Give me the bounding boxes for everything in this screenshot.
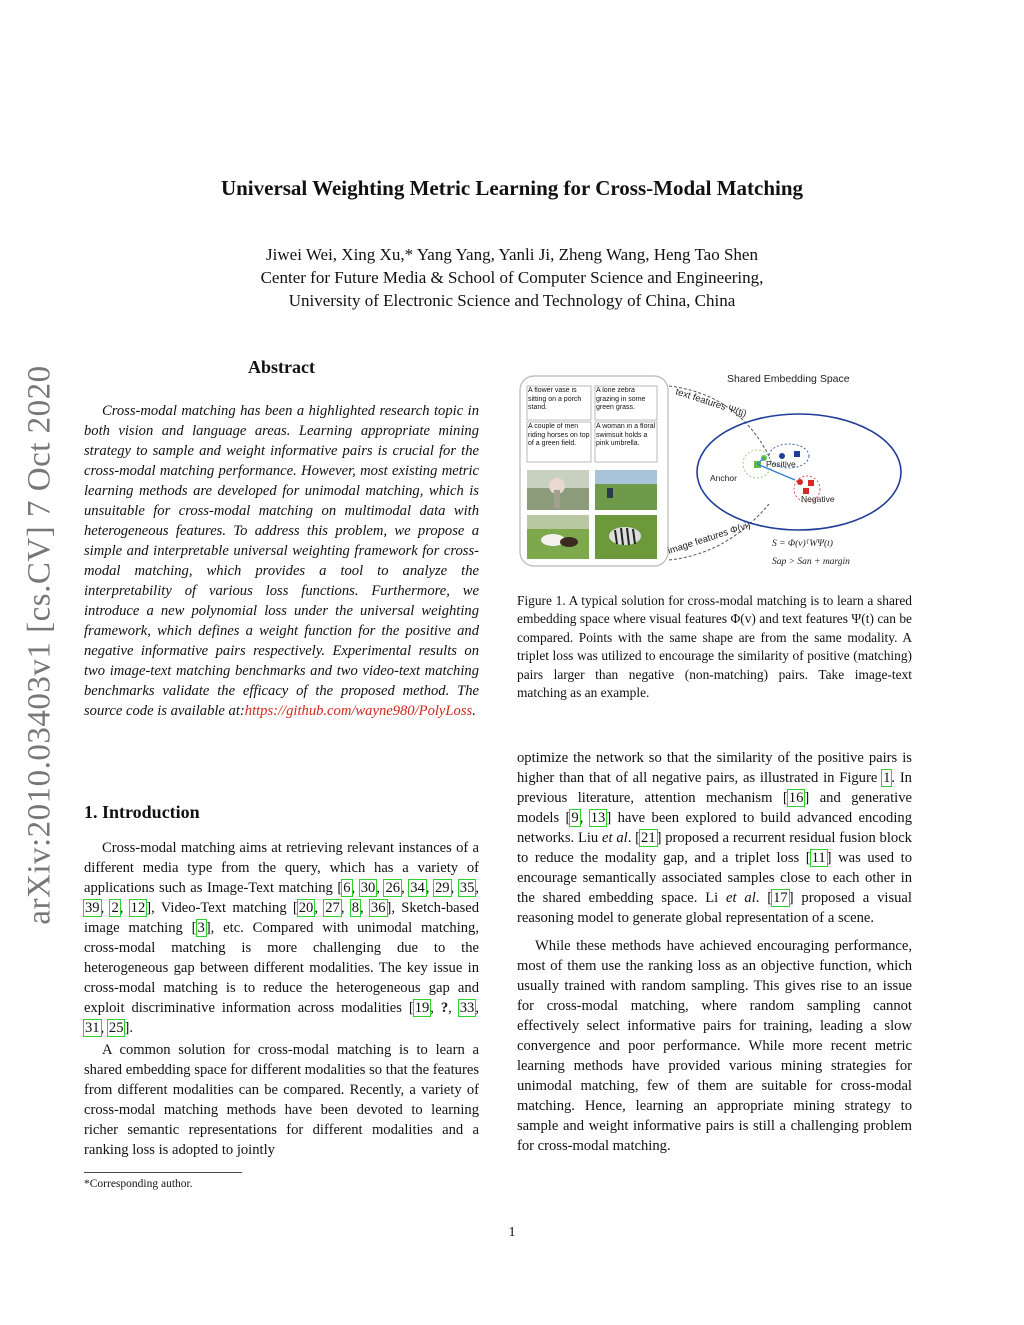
page-number: 1 — [508, 1225, 516, 1240]
photo-horses — [527, 515, 589, 559]
embedding-space-ellipse — [697, 414, 901, 530]
affiliation-2: University of Electronic Science and Technology of China, China — [288, 291, 736, 310]
intro-right-column — [517, 748, 912, 1156]
anchor-label: Anchor — [710, 473, 737, 483]
caption-text-3: A couple of men riding horses on top of a green field. — [528, 423, 590, 447]
caption-text-4: A woman in a floral swimsuit holds a pink umbrella. — [596, 423, 656, 447]
negative-point-2 — [808, 480, 814, 486]
intro-paragraph-2-cont: optimize the network so that the similarity of the positive pairs is higher than that of all negative pairs, as illustrated in Figure 1. In previous literature, attention mechanism [16] and generative models [9, 13] have been explored to build advanced encoding networks. Liu et al. [21] proposed a recurrent residual fusion block to reduce the modality gap, and a triplet loss [11] was used to encourage semantically associated samples close to each other in the shared embedding space. Li et al. [17] proposed a visual reasoning model to generate global representation of a scene. — [517, 750, 913, 926]
negative-point-1 — [797, 479, 803, 485]
photo-flower-vase — [527, 470, 589, 510]
section-heading: 1. Introduction — [84, 802, 200, 822]
abstract-body: Cross-modal matching has been a highlighted research topic in both vision and language areas. Learning appropriate mining strategy to sample and weight informative pairs is crucial for the cross-modal matching performance. However, most existing metric learning methods are developed for unimodal matching, which is unsuitable for cross-modal matching on multimodal data with heterogeneous features. To address this problem, we propose a simple and interpretable universal weighting framework for cross-modal matching, which provides a tool to analyze the interpretability of various loss functions. Furthermore, we introduce a new polynomial loss under the universal weighting framework, which defines a weight function for the positive and negative informative pairs respectively. Experimental results on two image-text matching benchmarks and two video-text matching benchmarks validate the efficacy of the proposed method. The source code is available at:https://github.com/wayne980/PolyLoss. — [84, 403, 479, 719]
figure-1 — [517, 364, 917, 584]
source-code-link[interactable]: https://github.com/wayne980/PolyLoss — [244, 703, 473, 719]
image-features-label: image features Φ(vi) — [666, 519, 752, 557]
abstract-heading: Abstract — [248, 357, 315, 377]
intro-left-column — [84, 838, 479, 1160]
equation-similarity: S = Φ(v)ᵀWΨ(t) — [772, 539, 833, 549]
equation-margin: Sap > San + margin — [772, 557, 850, 567]
figure-caption: Figure 1. A typical solution for cross-modal matching is to learn a shared embedding space where visual features Φ(v) and text features Ψ(t) can be compared. Points with the same shape are from the same modality. A triplet loss was utilized to encourage the similarity of positive (matching) pairs larger than negative (non-matching) pairs. Take image-text matching as an example. — [517, 593, 912, 701]
point-square-1 — [794, 451, 800, 457]
figure-title: Shared Embedding Space — [727, 373, 850, 385]
paper-title: Universal Weighting Metric Learning for Cross-Modal Matching — [220, 176, 804, 200]
author-block — [0, 243, 1024, 312]
authors: Jiwei Wei, Xing Xu,* Yang Yang, Yanli Ji, Zheng Wang, Heng Tao Shen — [266, 245, 758, 264]
arxiv-sidebar: arXiv:2010.03403v1 [cs.CV] 7 Oct 2020 — [21, 365, 58, 925]
intro-paragraph-1: Cross-modal matching aims at retrieving relevant instances of a different media type from the query, which has a variety of applications such as Image-Text matching [6, 30, 26, 34, 29, 35, 39, 2, 12], Video-Text matching [20, 27, 8, 36], Sketch-based image matching [3], etc. Compared with unimodal matching, cross-modal matching is more challenging due to the heterogeneous gap between different modalities. The key issue in cross-modal matching is to reduce the heterogeneous gap and exploit discriminative information across modalities [19, ?, 33, 31, 25]. — [84, 840, 480, 1036]
caption-text-1: A flower vase is sitting on a porch stand. — [528, 387, 582, 411]
photo-zebra-grazing — [595, 515, 657, 559]
affiliation-1: Center for Future Media & School of Computer Science and Engineering, — [260, 268, 764, 287]
footnote-rule — [84, 1172, 242, 1173]
intro-paragraph-2: A common solution for cross-modal matching is to learn a shared embedding space for different modalities so that the features from different modalities can be compared. Recently, a variety of cross-modal matching methods have been devoted to learning richer semantic representations for different modalities and a ranking loss is adopted to jointly — [84, 1042, 479, 1158]
footnote: *Corresponding author. — [84, 1178, 193, 1190]
positive-label: Positive — [766, 459, 796, 469]
intro-paragraph-3: While these methods have achieved encouraging performance, most of them use the ranking loss as an objective function, which usually trained with random sampling. This gives rise to an issue for cross-modal matching, where random sampling cannot effectively select informative pairs for training, leading a slow convergence and poor performance. While more recent metric learning methods have provided various mining strategies for unimodal matching, few of them are suitable for cross-modal matching. Hence, learning an appropriate mining strategy to sample and weight informative pairs is still a challenging problem for cross-modal matching. — [517, 938, 912, 1154]
negative-label: Negative — [801, 494, 835, 504]
text-features-label: text features Ψ(tj) — [674, 386, 748, 420]
photo-zebra — [595, 470, 657, 510]
caption-text-2: A lone zebra grazing in some green grass. — [596, 387, 646, 411]
